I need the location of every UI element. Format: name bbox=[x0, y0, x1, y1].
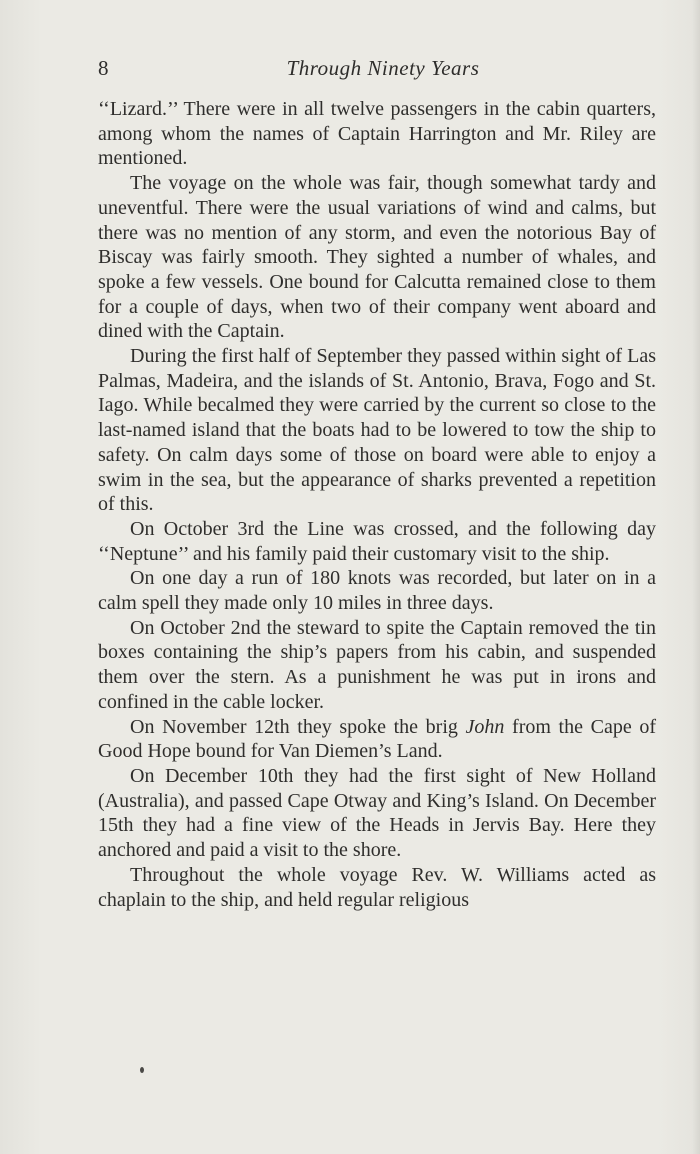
body-text bbox=[98, 97, 656, 912]
paragraph-text: On November 12th they spoke the brig bbox=[130, 715, 466, 738]
paragraph: ‘‘Lizard.’’ There were in all twelve passengers in the cabin quarters, among whom the names of Captain Harrington and Mr. Riley are mentioned. bbox=[98, 98, 656, 170]
page-header bbox=[98, 56, 658, 86]
paragraph: Throughout the whole voyage Rev. W. Williams acted as chaplain to the ship, and held regular religious bbox=[98, 863, 656, 911]
running-title: Through Ninety Years bbox=[286, 56, 480, 80]
ship-name: John bbox=[465, 715, 505, 738]
paragraph-text: from the Cape of Good Hope bound for Van Diemen’s Land. bbox=[98, 715, 656, 763]
page-number: 8 bbox=[98, 56, 109, 80]
paragraph: The voyage on the whole was fair, though somewhat tardy and uneventful. There were the usual variations of wind and calms, but there was no mention of any storm, and even the notorious Bay of Biscay was fairly smooth. They sighted a number of whales, and spoke a few vessels. One bound for Calcutta remained close to them for a couple of days, when two of their company went aboard and dined with the Captain. bbox=[98, 172, 656, 343]
paragraph bbox=[98, 715, 656, 764]
ink-speck bbox=[140, 1067, 144, 1073]
page-edge-shadow bbox=[692, 0, 700, 1154]
paragraph: On October 2nd the steward to spite the Captain removed the tin boxes containing the ship’s papers from his cabin, and suspended them over the stern. As a punishment he was put in irons and confined in the cable locker. bbox=[98, 616, 656, 713]
paragraph: On December 10th they had the first sight of New Holland (Australia), and passed Cape Otway and King’s Island. On December 15th they had a fine view of the Heads in Jervis Bay. Here they anchored and paid a visit to the shore. bbox=[98, 764, 656, 862]
paragraph: During the first half of September they passed within sight of Las Palmas, Madeira, and the islands of St. Antonio, Brava, Fogo and St. Iago. While becalmed they were carried by the current so close to the last-named island that the boats had to be lowered to tow the ship to safety. On calm days some of those on board were able to enjoy a swim in the sea, but the appearance of sharks prevented a repetition of this. bbox=[98, 345, 656, 516]
paragraph: On one day a run of 180 knots was recorded, but later on in a calm spell they made only 10 miles in three days. bbox=[98, 567, 656, 615]
paragraph: On October 3rd the Line was crossed, and the following day ‘‘Neptune’’ and his family paid their customary visit to the ship. bbox=[98, 517, 656, 565]
